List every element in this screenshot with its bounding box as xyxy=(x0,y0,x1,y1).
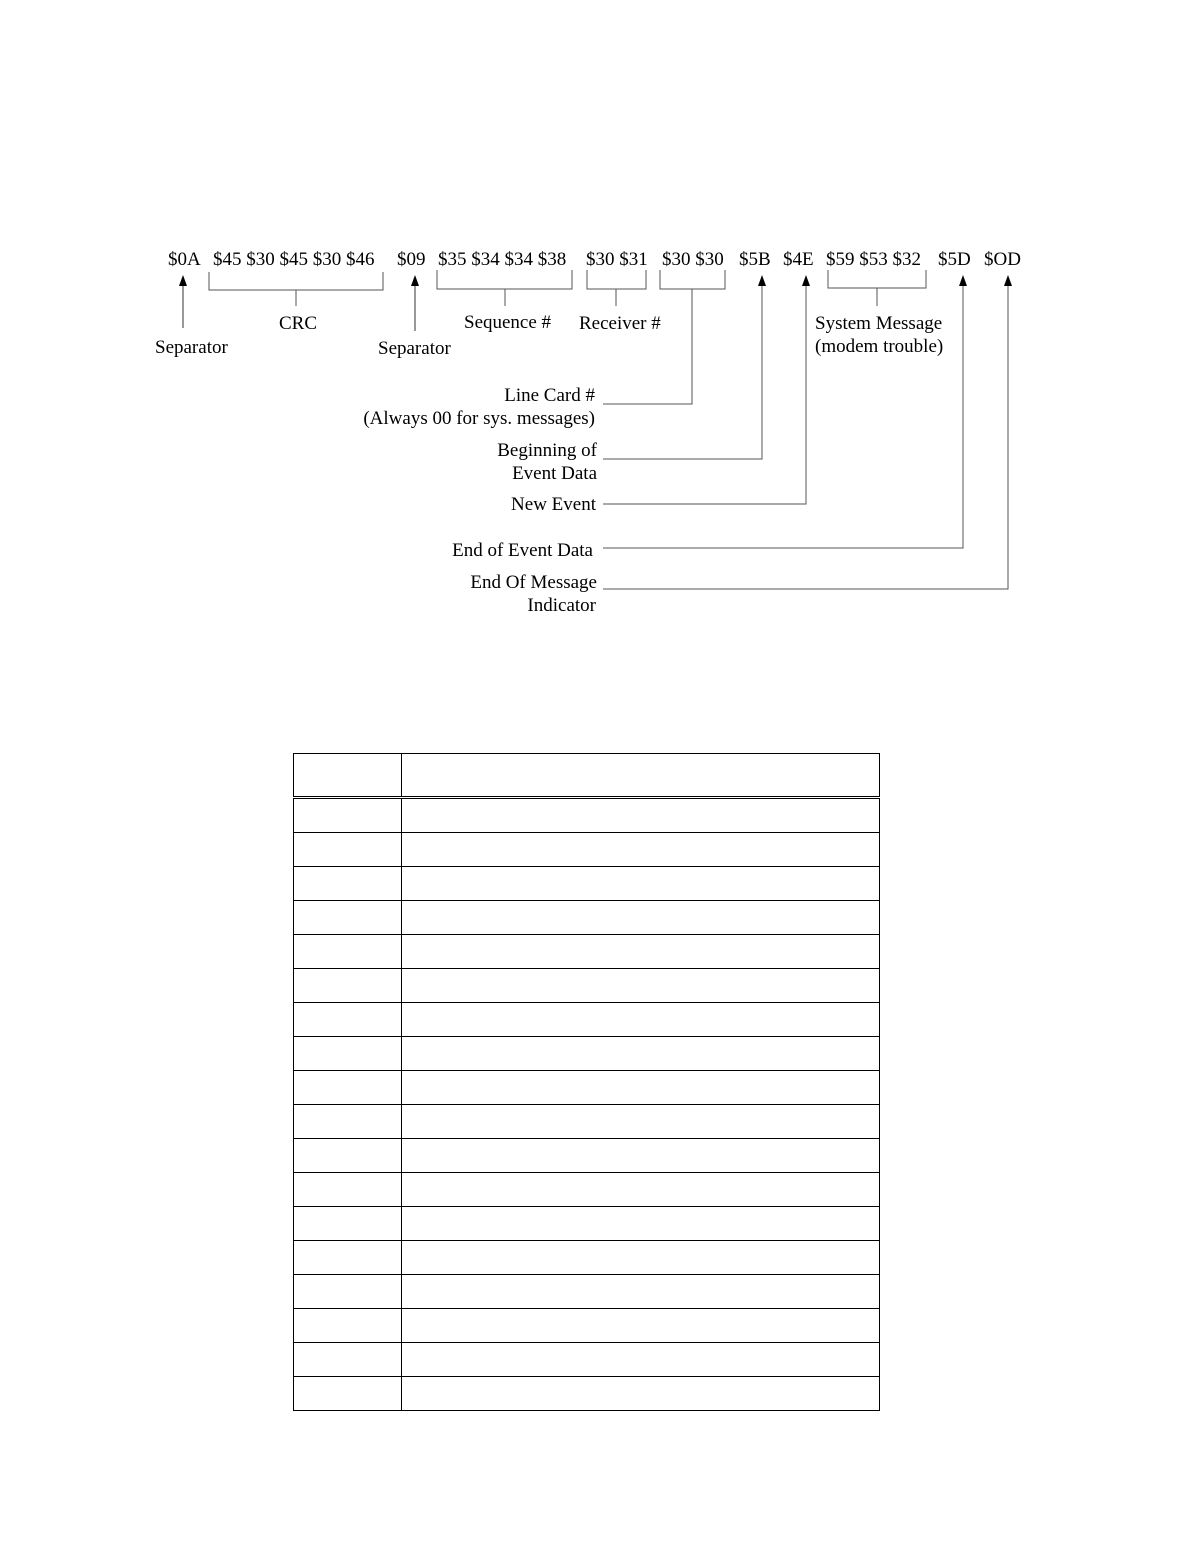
table-row xyxy=(294,1003,880,1037)
table-cell xyxy=(294,901,402,935)
system-message-bracket xyxy=(828,270,926,306)
separator-1-arrow xyxy=(179,275,187,328)
byte-sequence-group: $35 $34 $34 $38 xyxy=(438,249,567,270)
byte-receiver-group: $30 $31 xyxy=(586,249,648,270)
end-message-arrow xyxy=(603,275,1012,589)
separator-2-label: Separator xyxy=(378,338,451,359)
byte-begin-event: $5B xyxy=(739,249,771,270)
code-table xyxy=(293,753,880,1411)
table-cell xyxy=(294,1139,402,1173)
table-cell xyxy=(294,1003,402,1037)
table-header-row xyxy=(294,754,880,798)
table-row xyxy=(294,1343,880,1377)
byte-new-event: $4E xyxy=(783,249,814,270)
table-row xyxy=(294,1139,880,1173)
table-row xyxy=(294,1275,880,1309)
message-format-diagram xyxy=(0,0,1198,700)
table-row xyxy=(294,1105,880,1139)
table-cell xyxy=(402,935,880,969)
end-message-label: End Of Message xyxy=(470,572,597,593)
table-cell xyxy=(402,1173,880,1207)
table-cell xyxy=(402,798,880,833)
table-row xyxy=(294,935,880,969)
table-cell xyxy=(402,1241,880,1275)
table-row xyxy=(294,1173,880,1207)
table-header-cell-2 xyxy=(402,754,880,798)
receiver-label: Receiver # xyxy=(579,313,661,334)
byte-linecard-group: $30 $30 xyxy=(662,249,724,270)
line-card-label: Line Card # xyxy=(504,385,595,406)
new-event-label: New Event xyxy=(511,494,596,515)
table-cell xyxy=(294,798,402,833)
byte-crc-group: $45 $30 $45 $30 $46 xyxy=(213,249,375,270)
beginning-event-label: Beginning of xyxy=(497,440,597,461)
sequence-label: Sequence # xyxy=(464,312,552,333)
table-cell xyxy=(294,1241,402,1275)
table-cell xyxy=(294,1037,402,1071)
table-cell xyxy=(294,1309,402,1343)
crc-label: CRC xyxy=(279,313,318,334)
table-cell xyxy=(294,1071,402,1105)
table-row xyxy=(294,1207,880,1241)
table-row xyxy=(294,1071,880,1105)
table-cell xyxy=(294,867,402,901)
byte-system-message-group: $59 $53 $32 xyxy=(826,249,921,270)
table-row xyxy=(294,1037,880,1071)
receiver-bracket xyxy=(587,270,646,306)
table-cell xyxy=(294,1275,402,1309)
table-row xyxy=(294,1241,880,1275)
line-card-note: (Always 00 for sys. messages) xyxy=(363,408,595,429)
separator-1-label: Separator xyxy=(155,337,228,358)
separator-2-arrow xyxy=(411,275,419,331)
table-row xyxy=(294,969,880,1003)
table-row xyxy=(294,1377,880,1411)
table-cell xyxy=(294,1343,402,1377)
table-cell xyxy=(294,1105,402,1139)
table-cell xyxy=(402,867,880,901)
crc-bracket xyxy=(209,272,383,306)
table-cell xyxy=(294,1173,402,1207)
line-card-bracket xyxy=(603,270,725,404)
table-cell xyxy=(402,1105,880,1139)
end-message-label-2: Indicator xyxy=(527,595,596,616)
byte-end-event: $5D xyxy=(938,249,971,270)
table-row xyxy=(294,798,880,833)
table-cell xyxy=(294,1207,402,1241)
table-cell xyxy=(402,1343,880,1377)
table-cell xyxy=(294,1377,402,1411)
end-event-label: End of Event Data xyxy=(452,540,593,561)
sequence-bracket xyxy=(437,270,572,306)
table-row xyxy=(294,833,880,867)
table-cell xyxy=(402,1275,880,1309)
table-cell xyxy=(402,1003,880,1037)
table-cell xyxy=(402,969,880,1003)
table-cell xyxy=(294,833,402,867)
system-message-note: (modem trouble) xyxy=(815,336,944,357)
table-cell xyxy=(402,1139,880,1173)
byte-separator-2: $09 xyxy=(397,249,426,270)
table-cell xyxy=(294,935,402,969)
table-cell xyxy=(294,969,402,1003)
table-cell xyxy=(402,901,880,935)
table-cell xyxy=(402,1037,880,1071)
table-row xyxy=(294,1309,880,1343)
code-table-body xyxy=(294,754,880,1411)
table-cell xyxy=(402,1207,880,1241)
new-event-arrow xyxy=(603,275,810,504)
table-cell xyxy=(402,1071,880,1105)
begin-event-arrow xyxy=(603,275,766,459)
table-cell xyxy=(402,1309,880,1343)
table-row xyxy=(294,867,880,901)
table-header-cell-1 xyxy=(294,754,402,798)
beginning-event-label-2: Event Data xyxy=(512,463,597,484)
table-row xyxy=(294,901,880,935)
table-cell xyxy=(402,1377,880,1411)
byte-separator-1: $0A xyxy=(168,249,201,270)
byte-end-of-message: $OD xyxy=(984,249,1021,270)
table-cell xyxy=(402,833,880,867)
system-message-label: System Message xyxy=(815,313,943,334)
